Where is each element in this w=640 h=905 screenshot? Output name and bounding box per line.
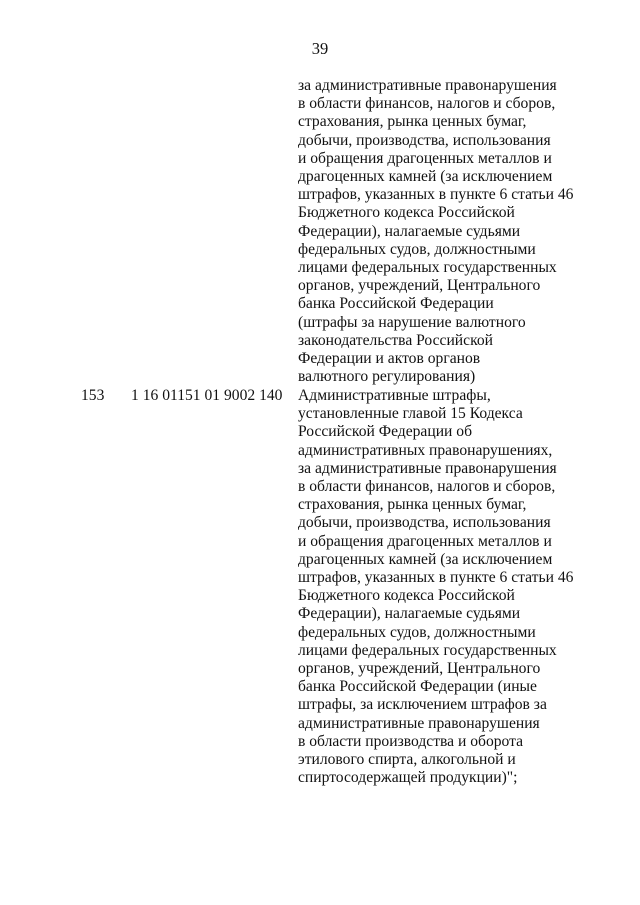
text-line: органов, учреждений, Центрального bbox=[298, 277, 541, 295]
text-line: за административные правонарушения bbox=[298, 77, 557, 94]
text-line: административных правонарушениях, bbox=[298, 441, 553, 459]
text-line: штрафов, указанных в пункте 6 статьи 46 bbox=[298, 569, 574, 587]
continuation-text bbox=[298, 77, 618, 386]
text-line: страхования, рынка ценных бумаг, bbox=[298, 113, 527, 131]
text-line: добычи, производства, использования bbox=[298, 131, 551, 149]
text-line: Федерации), налагаемые судьями bbox=[298, 222, 521, 240]
text-line: органов, учреждений, Центрального bbox=[298, 660, 541, 678]
text-line: в области производства и оборота bbox=[298, 732, 524, 750]
budget-classification-code: 1 16 01151 01 9002 140 bbox=[131, 387, 283, 404]
text-line: этилового спирта, алкогольной и bbox=[298, 751, 516, 769]
text-line: добычи, производства, использования bbox=[298, 514, 551, 532]
text-line: банка Российской Федерации (иные bbox=[298, 678, 537, 696]
text-line: штрафов, указанных в пункте 6 статьи 46 bbox=[298, 186, 574, 204]
text-line: лицами федеральных государственных bbox=[298, 259, 557, 277]
text-line: за административные правонарушения bbox=[298, 459, 557, 477]
text-line: Федерации), налагаемые судьями bbox=[298, 605, 521, 623]
text-line: спиртосодержащей продукции)"; bbox=[298, 769, 518, 787]
page-number: 39 bbox=[311, 39, 329, 58]
text-line: установленные главой 15 Кодекса bbox=[298, 405, 523, 423]
text-line: драгоценных камней (за исключением bbox=[298, 550, 553, 568]
text-line: федеральных судов, должностными bbox=[298, 623, 536, 641]
row-number: 153 bbox=[81, 387, 105, 404]
text-line: законодательства Российской bbox=[298, 331, 493, 349]
text-line: (штрафы за нарушение валютного bbox=[298, 313, 526, 331]
text-line: лицами федеральных государственных bbox=[298, 641, 557, 659]
text-line: Бюджетного кодекса Российской bbox=[298, 587, 515, 605]
text-line: Федерации и актов органов bbox=[298, 350, 481, 368]
row-description bbox=[298, 387, 618, 787]
text-line: драгоценных камней (за исключением bbox=[298, 168, 553, 186]
text-line: Бюджетного кодекса Российской bbox=[298, 204, 515, 222]
text-line: в области финансов, налогов и сборов, bbox=[298, 95, 556, 113]
text-line: Российской Федерации об bbox=[298, 423, 473, 441]
text-line: штрафы, за исключением штрафов за bbox=[298, 696, 547, 714]
text-line: Административные штрафы, bbox=[298, 387, 491, 404]
text-line: в области финансов, налогов и сборов, bbox=[298, 478, 556, 496]
text-line: банка Российской Федерации bbox=[298, 295, 494, 313]
text-line: валютного регулирования) bbox=[298, 368, 476, 386]
text-line: страхования, рынка ценных бумаг, bbox=[298, 496, 527, 514]
text-line: федеральных судов, должностными bbox=[298, 240, 536, 258]
text-line: административные правонарушения bbox=[298, 714, 540, 732]
text-line: и обращения драгоценных металлов и bbox=[298, 149, 552, 167]
text-line: и обращения драгоценных металлов и bbox=[298, 532, 552, 550]
